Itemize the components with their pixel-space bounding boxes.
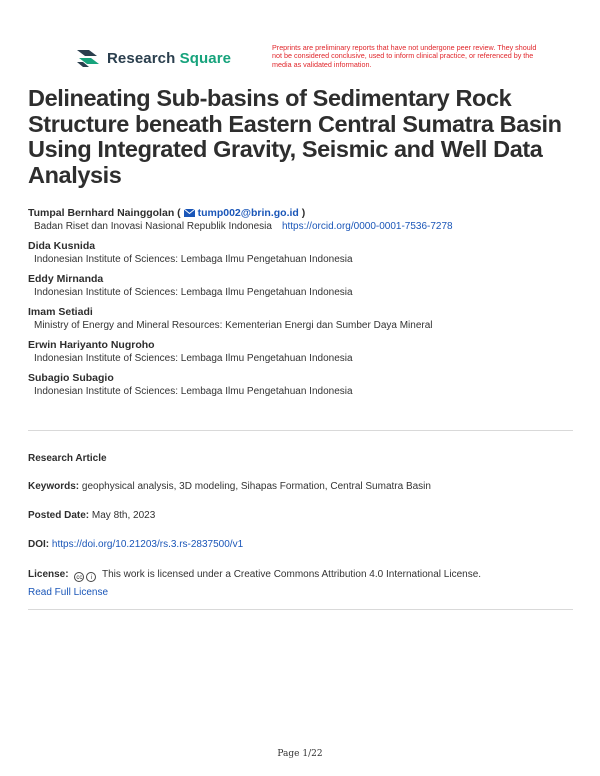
doi-link[interactable]: https://doi.org/10.21203/rs.3.rs-2837500/v1: [51, 539, 244, 550]
posted-date-label: Posted Date:: [28, 510, 90, 521]
author-affiliation: Indonesian Institute of Sciences: Lembaga Ilmu Pengetahuan Indonesia: [34, 386, 353, 397]
author-list: [28, 206, 578, 399]
page-number: Page 1/22: [277, 749, 323, 759]
author-name: Subagio Subagio: [28, 372, 114, 384]
doi-line: [28, 539, 243, 550]
doi-label: DOI:: [28, 539, 50, 550]
research-square-logo-icon: [75, 47, 101, 69]
author-email-link[interactable]: tump002@brin.go.id: [197, 207, 299, 219]
keywords-value: geophysical analysis, 3D modeling, Sihapas Formation, Central Sumatra Basin: [81, 481, 431, 492]
preprint-disclaimer: Preprints are preliminary reports that have not undergone peer review. They should not be considered conclusive, used to inform clinical practice, or referenced by the media as validated information.: [272, 43, 537, 69]
author-affiliation: Indonesian Institute of Sciences: Lembaga Ilmu Pengetahuan Indonesia: [34, 254, 353, 265]
logo-text: Research Square: [107, 49, 232, 67]
divider: [28, 609, 573, 610]
license-text: This work is licensed under a Creative Commons Attribution 4.0 International License.: [101, 569, 482, 580]
author-name: Erwin Hariyanto Nugroho: [28, 339, 155, 351]
author-affiliation: Indonesian Institute of Sciences: Lembaga Ilmu Pengetahuan Indonesia: [34, 353, 353, 364]
attribution-icon: i: [86, 572, 96, 582]
license-label: License:: [28, 569, 69, 580]
keywords-line: [28, 481, 431, 492]
mail-icon: [184, 209, 195, 217]
author-name: Eddy Mirnanda: [28, 273, 104, 285]
author-name: Tumpal Bernhard Nainggolan ( tump002@brin.go.id ): [28, 207, 306, 219]
article-type: Research Article: [28, 453, 107, 464]
license-line: [28, 569, 578, 582]
author-name: Dida Kusnida: [28, 240, 96, 252]
author-name: Imam Setiadi: [28, 306, 93, 318]
author-affiliation: Ministry of Energy and Mineral Resources: Kementerian Energi dan Sumber Daya Mineral: [34, 320, 433, 331]
paper-title: Delineating Sub-basins of Sedimentary Rock Structure beneath Eastern Central Sumatra Basin Using Integrated Gravity, Seismic and Well Data Analysis: [28, 85, 562, 188]
keywords-label: Keywords:: [28, 481, 80, 492]
posted-date-line: [28, 510, 155, 521]
cc-icon: cc: [74, 572, 84, 582]
author-affiliation: Indonesian Institute of Sciences: Lembaga Ilmu Pengetahuan Indonesia: [34, 287, 353, 298]
research-square-logo[interactable]: [75, 47, 231, 69]
divider: [28, 430, 573, 431]
orcid-link[interactable]: https://orcid.org/0000-0001-7536-7278: [281, 221, 453, 232]
posted-date-value: May 8th, 2023: [91, 510, 156, 521]
author-affiliation: Badan Riset dan Inovasi Nasional Republik Indonesia https://orcid.org/0000-0001-7536-7278: [34, 221, 453, 232]
read-full-license-link[interactable]: Read Full License: [28, 587, 109, 598]
